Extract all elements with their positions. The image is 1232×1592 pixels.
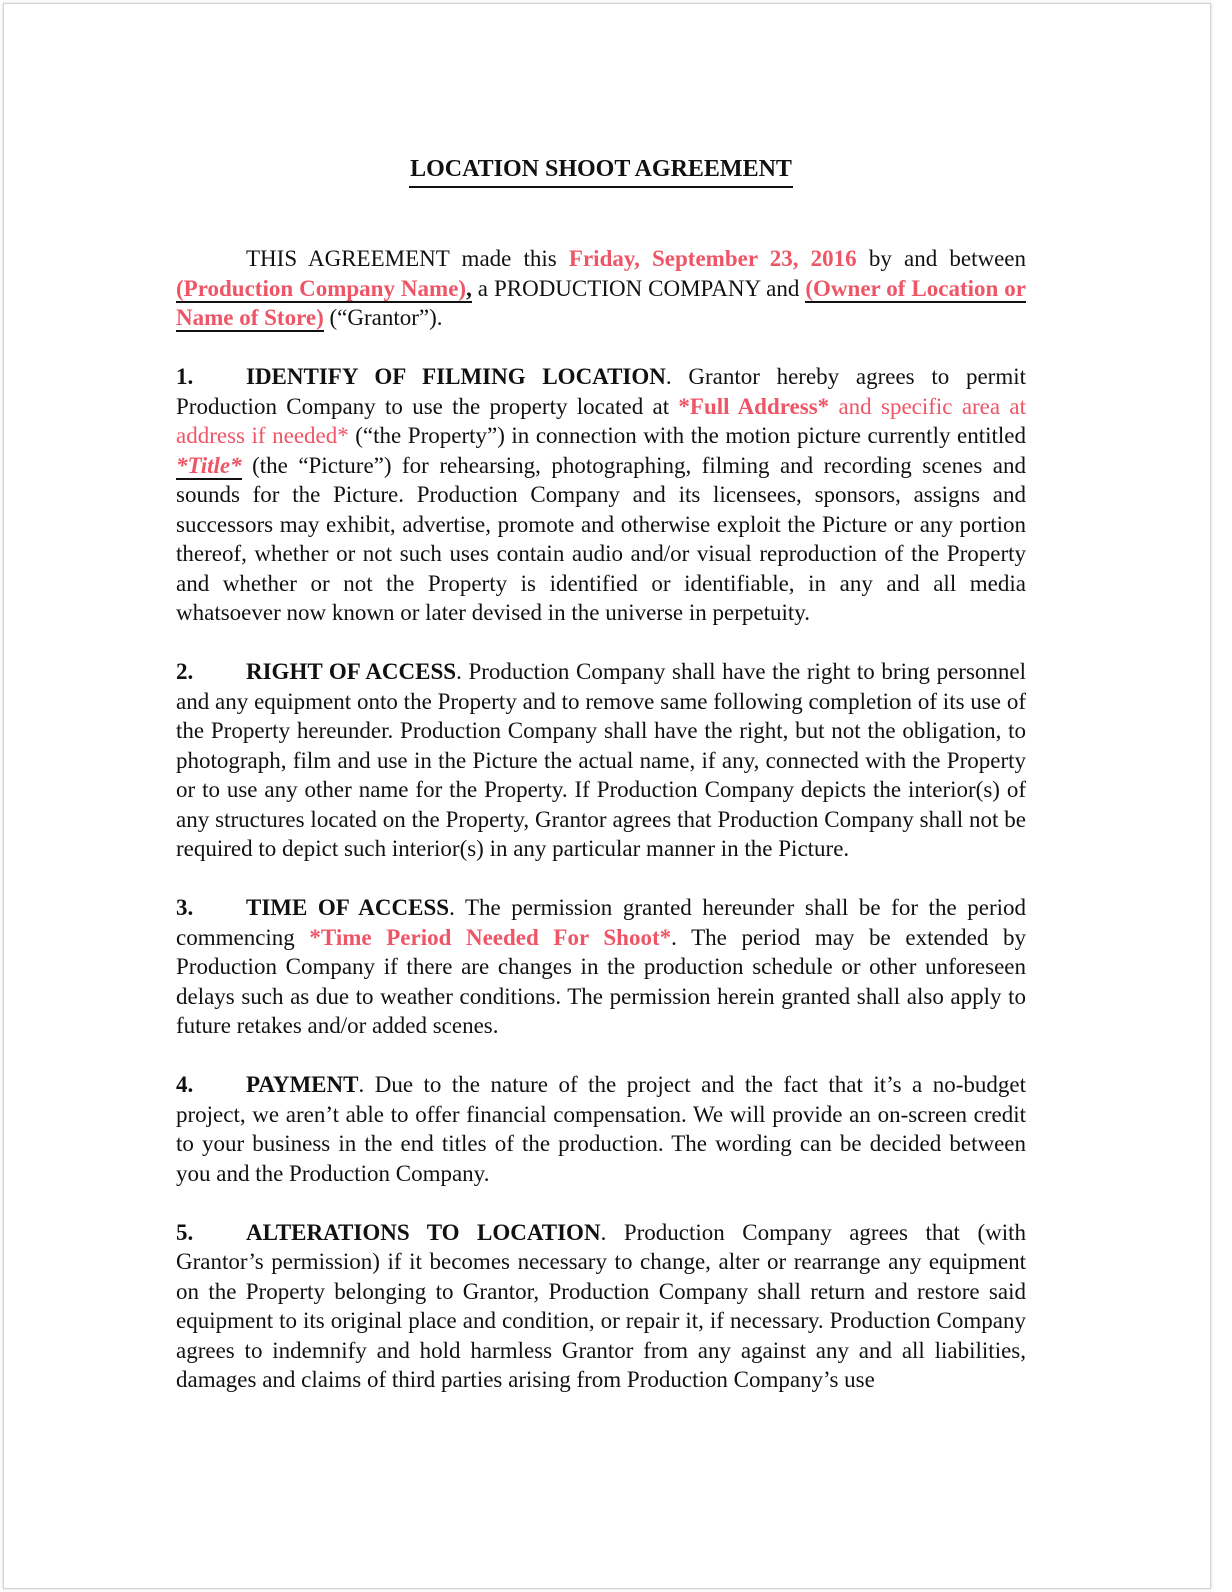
film-title-placeholder: *Title* bbox=[176, 452, 242, 478]
section-heading: ALTERATIONS TO LOCATION bbox=[246, 1219, 601, 1245]
section-number: 3. bbox=[176, 895, 194, 920]
section-heading: TIME OF ACCESS bbox=[246, 895, 450, 920]
time-period-placeholder: *Time Period Needed For Shoot* bbox=[309, 924, 672, 950]
production-company-placeholder: (Production Company Name) bbox=[176, 275, 467, 301]
intro-paragraph: THIS AGREEMENT made this Friday, September 23, 2016 by and between (Production Company Name), a PRODUCTION COMPANY and (Owner of Location or Name of Store) (“Grantor”). bbox=[176, 246, 1026, 330]
section-2: 2. RIGHT OF ACCESS. Production Company shall have the right to bring personnel and any equipment onto the Property and to remove same following completion of its use of the Property hereunder. Production Company shall have the right, but not the obligation, to photograph, film and use in the Picture the actual name, if any, connected with the Property or to use any other name for the Property. If Production Company depicts the interior(s) of any structures located on the Property, Grantor agrees that Production Company shall not be required to depict such interior(s) in any particular manner in the Picture. bbox=[176, 659, 1026, 861]
section-heading: PAYMENT bbox=[246, 1072, 359, 1097]
section-number: 2. bbox=[176, 659, 194, 684]
section-5: 5. ALTERATIONS TO LOCATION. Production Company agrees that (with Grantor’s permission) if it becomes necessary to change, alter or rearrange any equipment on the Property belonging to Grantor, Production Company shall return and restore said equipment to its original place and condition, or repair it, if necessary. Production Company agrees to indemnify and hold harmless Grantor from any against any and all liabilities, damages and claims of third parties arising from Production Company’s use bbox=[176, 1219, 1026, 1392]
section-1: 1. IDENTIFY OF FILMING LOCATION. Grantor hereby agrees to permit Production Company to use the property located at *Full Address* and specific area at address if needed* (“the Property”) in connection with the motion picture currently entitled *Title* (the “Picture”) for rehearsing, photographing, filming and recording scenes and sounds for the Picture. Production Company and its licensees, sponsors, assigns and successors may exhibit, advertise, promote and otherwise exploit the Picture or any portion thereof, whether or not such uses contain audio and/or visual reproduction of the Property and whether or not the Property is identified or identifiable, in any and all media whatsoever now known or later devised in the universe in perpetuity. bbox=[176, 364, 1027, 625]
document-title: LOCATION SHOOT AGREEMENT bbox=[176, 152, 1026, 188]
section-heading: RIGHT OF ACCESS bbox=[246, 659, 457, 684]
section-4: 4. PAYMENT. Due to the nature of the project and the fact that it’s a no-budget project, we aren’t able to offer financial compensation. We will provide an on-screen credit to your business in the end titles of the production. The wording can be decided between you and the Production Company. bbox=[176, 1072, 1026, 1186]
address-placeholder: *Full Address* bbox=[678, 393, 830, 419]
section-heading: IDENTIFY OF FILMING LOCATION bbox=[246, 364, 666, 389]
agreement-date: Friday, September 23, 2016 bbox=[568, 246, 857, 271]
section-number: 1. bbox=[176, 364, 194, 389]
section-number: 5. bbox=[176, 1219, 194, 1245]
owner-placeholder: (Owner of Location or Name of Store) bbox=[176, 275, 1026, 330]
address-extra-placeholder: and specific area at address if needed* bbox=[176, 393, 1027, 448]
document-body bbox=[176, 152, 1026, 1424]
section-number: 4. bbox=[176, 1072, 194, 1097]
section-3: 3. TIME OF ACCESS. The permission granted hereunder shall be for the period commencing *Time Period Needed For Shoot*. The period may be extended by Production Company if there are changes in the production schedule or other unforeseen delays such as due to weather conditions. The permission herein granted shall also apply to future retakes and/or added scenes. bbox=[176, 895, 1026, 1038]
